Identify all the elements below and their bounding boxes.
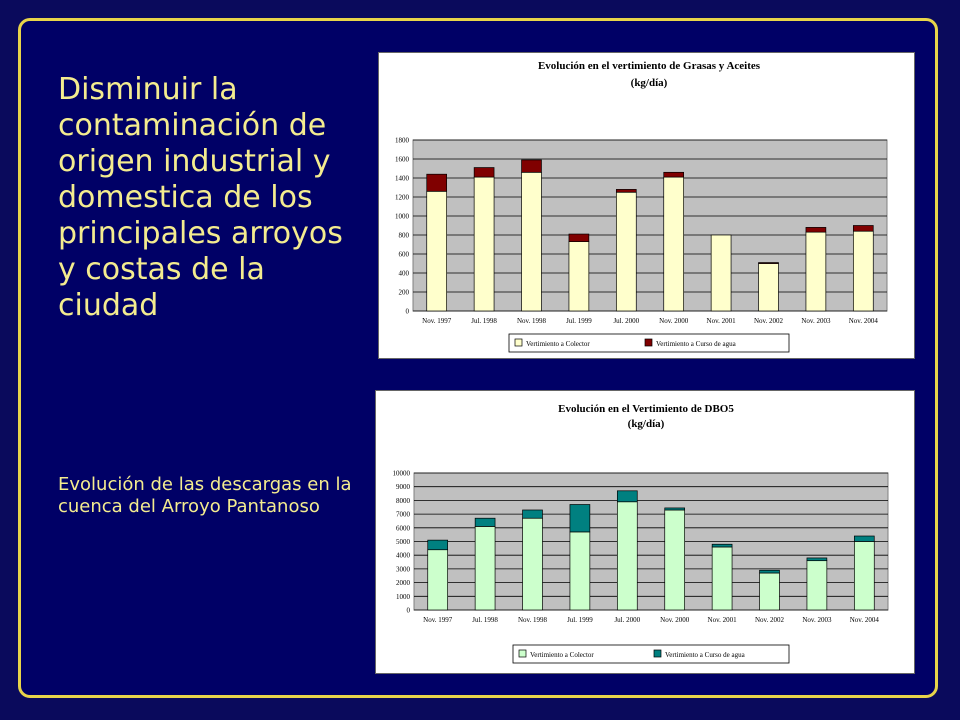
grasas-bar-curso-agua [806,227,826,232]
dbo5-bar-curso-agua [807,558,827,561]
grasas-x-tick-label: Nov. 2001 [706,317,736,325]
dbo5-x-tick-label: Jul. 2000 [614,616,641,624]
grasas-bar-colector [759,264,779,312]
dbo5-x-tick-label: Nov. 2003 [802,616,832,624]
dbo5-bar-curso-agua [712,544,732,547]
grasas-y-tick-label: 0 [405,307,409,316]
dbo5-bar-colector [617,502,637,610]
dbo5-y-tick-label: 4000 [396,551,410,560]
dbo5-bar-colector [570,532,590,610]
grasas-y-tick-label: 1400 [395,174,409,183]
grasas-legend-swatch [515,339,522,346]
dbo5-chart-title: Evolución en el Vertimiento de DBO5 [558,403,734,415]
dbo5-x-tick-label: Nov. 1997 [423,616,453,624]
dbo5-bar-colector [665,510,685,610]
grasas-legend-label: Vertimiento a Colector [526,340,590,348]
grasas-y-tick-label: 800 [398,231,409,240]
dbo5-bar-curso-agua [854,536,874,541]
dbo5-bar-curso-agua [523,510,543,518]
grasas-x-tick-label: Jul. 1998 [471,317,497,325]
grasas-aceites-chart [378,52,915,359]
grasas-bar-colector [474,177,494,311]
dbo5-bar-curso-agua [428,540,448,550]
dbo5-legend-swatch [519,650,526,657]
dbo5-x-tick-label: Jul. 1999 [567,616,593,624]
dbo5-bar-colector [807,561,827,610]
dbo5-x-tick-label: Nov. 1998 [517,616,548,624]
dbo5-chart-subtitle: (kg/día) [627,418,665,430]
dbo5-bar-colector [428,550,448,610]
dbo5-y-tick-label: 3000 [396,565,410,574]
dbo5-bar-colector [854,542,874,611]
grasas-x-tick-label: Nov. 1997 [422,317,452,325]
grasas-y-tick-label: 600 [398,250,409,259]
dbo5-bar-curso-agua [617,491,637,502]
grasas-y-tick-label: 1800 [395,136,409,145]
dbo5-y-tick-label: 6000 [396,524,410,533]
dbo5-bar-colector [475,526,495,610]
grasas-x-tick-label: Nov. 1998 [516,317,547,325]
dbo5-bar-curso-agua [570,505,590,532]
grasas-bar-colector [806,232,826,311]
dbo5-y-tick-label: 5000 [396,538,410,546]
grasas-bar-curso-agua [522,160,542,172]
dbo5-bar-colector [760,573,780,610]
grasas-bar-colector [853,231,873,311]
grasas-x-tick-label: Nov. 2003 [801,317,831,325]
dbo5-bar-colector [712,547,732,610]
dbo5-y-tick-label: 0 [406,606,410,615]
grasas-x-tick-label: Jul. 1999 [566,317,592,325]
grasas-bar-colector [664,177,684,311]
dbo5-y-tick-label: 10000 [392,469,410,478]
grasas-y-tick-label: 200 [398,288,409,297]
grasas-aceites-chart-svg [379,53,914,358]
dbo5-bar-curso-agua [760,570,780,573]
grasas-bar-curso-agua [664,172,684,177]
slide-heading: Disminuir la contaminación de origen industrial y domestica de los principales arroyos y costas de la ciudad [58,72,343,323]
dbo5-x-tick-label: Nov. 2001 [707,616,737,624]
grasas-x-tick-label: Nov. 2004 [848,317,878,325]
dbo5-y-tick-label: 2000 [396,579,410,588]
grasas-y-tick-label: 1200 [395,193,409,202]
grasas-bar-curso-agua [616,189,636,192]
grasas-bar-colector [569,242,589,311]
dbo5-legend-swatch [654,650,661,657]
grasas-legend-label: Vertimiento a Curso de agua [656,340,736,348]
grasas-y-tick-label: 400 [398,269,409,278]
dbo5-y-tick-label: 8000 [396,496,410,505]
dbo5-y-tick-label: 7000 [396,510,410,519]
grasas-bar-colector [711,235,731,311]
grasas-x-tick-label: Jul. 2000 [613,317,640,325]
grasas-bar-colector [616,192,636,311]
dbo5-chart-svg [376,391,914,673]
grasas-y-tick-label: 1000 [395,212,409,221]
grasas-legend-swatch [645,339,652,346]
dbo5-y-tick-label: 1000 [396,592,410,601]
dbo5-bar-colector [523,518,543,610]
grasas-bar-curso-agua [853,226,873,232]
slide-subheading: Evolución de las descargas en la cuenca del Arroyo Pantanoso [58,474,352,517]
dbo5-x-tick-label: Nov. 2002 [754,616,785,624]
dbo5-chart [375,390,915,674]
grasas-chart-subtitle: (kg/día) [630,77,668,89]
dbo5-y-tick-label: 9000 [396,483,410,492]
grasas-x-tick-label: Nov. 2000 [659,317,689,325]
grasas-bar-curso-agua [427,174,447,191]
grasas-chart-title: Evolución en el vertimiento de Grasas y Aceites [537,60,761,72]
grasas-bar-curso-agua [474,168,494,178]
grasas-bar-colector [427,191,447,311]
grasas-bar-curso-agua [569,234,589,242]
dbo5-x-tick-label: Nov. 2000 [660,616,690,624]
grasas-bar-colector [522,172,542,311]
dbo5-bar-curso-agua [475,518,495,526]
dbo5-x-tick-label: Nov. 2004 [849,616,879,624]
dbo5-legend-label: Vertimiento a Curso de agua [665,651,745,659]
grasas-y-tick-label: 1600 [395,155,409,164]
dbo5-x-tick-label: Jul. 1998 [472,616,498,624]
grasas-x-tick-label: Nov. 2002 [753,317,784,325]
dbo5-legend-label: Vertimiento a Colector [530,651,594,659]
dbo5-bar-curso-agua [665,508,685,510]
grasas-bar-curso-agua [759,263,779,264]
